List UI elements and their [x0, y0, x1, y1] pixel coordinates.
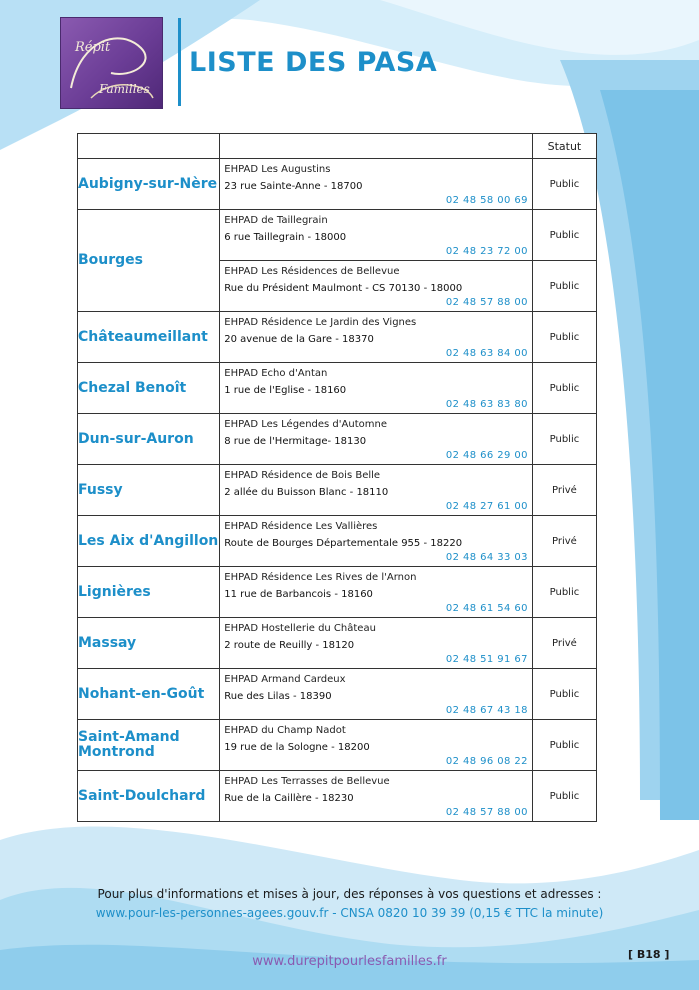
- facility-phone[interactable]: 02 48 57 88 00: [445, 807, 528, 818]
- table-header-row: [78, 134, 597, 159]
- facility-info: [220, 567, 533, 618]
- facility-name: EHPAD Armand Cardeux: [224, 674, 346, 685]
- header-info: [220, 134, 533, 159]
- facility-name: EHPAD Echo d'Antan: [224, 368, 328, 379]
- facility-info: [220, 516, 533, 567]
- facility-name: EHPAD Les Terrasses de Bellevue: [224, 776, 390, 787]
- facility-phone[interactable]: 02 48 67 43 18: [445, 705, 528, 716]
- facility-address: 2 route de Reuilly - 18120: [224, 640, 355, 651]
- table-row: [78, 414, 597, 465]
- facility-status: Privé: [532, 516, 596, 567]
- facility-phone[interactable]: 02 48 58 00 69: [445, 195, 528, 206]
- city-name: Saint-Doulchard: [78, 771, 220, 822]
- facility-phone[interactable]: 02 48 27 61 00: [445, 501, 528, 512]
- facility-address: Rue du Président Maulmont - CS 70130 - 18000: [224, 283, 463, 294]
- facility-address: Rue des Lilas - 18390: [224, 691, 332, 702]
- table-row: [78, 516, 597, 567]
- table-row: [78, 465, 597, 516]
- logo-text-repit: Répit: [75, 40, 111, 55]
- facility-phone[interactable]: 02 48 61 54 60: [445, 603, 528, 614]
- facility-info: [220, 669, 533, 720]
- facility-phone[interactable]: 02 48 63 84 00: [445, 348, 528, 359]
- facility-name: EHPAD Résidence Les Vallières: [224, 521, 378, 532]
- logo-text-familles: Familles: [99, 82, 150, 96]
- facility-name: EHPAD Résidence de Bois Belle: [224, 470, 381, 481]
- city-name: Lignières: [78, 567, 220, 618]
- table-row: [78, 669, 597, 720]
- facility-phone[interactable]: 02 48 23 72 00: [445, 246, 528, 257]
- facility-status: Public: [532, 210, 596, 261]
- facility-address: 8 rue de l'Hermitage- 18130: [224, 436, 367, 447]
- pasa-table: [77, 133, 597, 822]
- facility-status: Public: [532, 363, 596, 414]
- repit-familles-logo: [60, 17, 163, 109]
- facility-name: EHPAD Les Augustins: [224, 164, 331, 175]
- facility-name: EHPAD Résidence Les Rives de l'Arnon: [224, 572, 417, 583]
- header-status: Statut: [532, 134, 596, 159]
- table-row: [78, 210, 597, 261]
- facility-status: Public: [532, 720, 596, 771]
- facility-info: [220, 210, 533, 261]
- page-title: LISTE DES PASA: [189, 47, 438, 78]
- facility-info: [220, 363, 533, 414]
- city-name: Dun-sur-Auron: [78, 414, 220, 465]
- facility-address: 19 rue de la Sologne - 18200: [224, 742, 370, 753]
- facility-address: 6 rue Taillegrain - 18000: [224, 232, 347, 243]
- facility-name: EHPAD Hostellerie du Château: [224, 623, 376, 634]
- title-divider: [178, 18, 181, 106]
- facility-address: 23 rue Sainte-Anne - 18700: [224, 181, 363, 192]
- facility-name: EHPAD de Taillegrain: [224, 215, 328, 226]
- footer-contact-link[interactable]: www.pour-les-personnes-agees.gouv.fr - CNSA 0820 10 39 39 (0,15 € TTC la minute): [95, 906, 604, 920]
- facility-status: Public: [532, 669, 596, 720]
- facility-info: [220, 159, 533, 210]
- facility-status: Public: [532, 771, 596, 822]
- city-name: Saint-Amand Montrond: [78, 720, 220, 771]
- table-row: [78, 363, 597, 414]
- table-row: [78, 771, 597, 822]
- facility-info: [220, 771, 533, 822]
- logo-swirl-icon: [61, 18, 164, 110]
- facility-phone[interactable]: 02 48 51 91 67: [445, 654, 528, 665]
- facility-info: [220, 720, 533, 771]
- facility-status: Privé: [532, 465, 596, 516]
- page-number: [ B18 ]: [628, 948, 670, 961]
- city-name: Nohant-en-Goût: [78, 669, 220, 720]
- facility-address: Route de Bourges Départementale 955 - 18220: [224, 538, 463, 549]
- facility-name: EHPAD Résidence Le Jardin des Vignes: [224, 317, 417, 328]
- facility-status: Public: [532, 567, 596, 618]
- facility-phone[interactable]: 02 48 66 29 00: [445, 450, 528, 461]
- facility-status: Public: [532, 312, 596, 363]
- facility-info: [220, 465, 533, 516]
- facility-status: Privé: [532, 618, 596, 669]
- city-name: Bourges: [78, 210, 220, 312]
- table-row: [78, 720, 597, 771]
- facility-name: EHPAD Les Légendes d'Automne: [224, 419, 387, 430]
- site-link[interactable]: www.durepitpourlesfamilles.fr: [252, 954, 447, 969]
- city-name: Les Aix d'Angillon: [78, 516, 220, 567]
- facility-info: [220, 618, 533, 669]
- facility-status: Public: [532, 414, 596, 465]
- facility-status: Public: [532, 261, 596, 312]
- facility-name: EHPAD Les Résidences de Bellevue: [224, 266, 400, 277]
- city-name: Fussy: [78, 465, 220, 516]
- facility-address: 1 rue de l'Eglise - 18160: [224, 385, 347, 396]
- facility-address: 11 rue de Barbancois - 18160: [224, 589, 373, 600]
- table-row: [78, 567, 597, 618]
- facility-info: [220, 261, 533, 312]
- facility-address: Rue de la Caillère - 18230: [224, 793, 354, 804]
- header-city: [78, 134, 220, 159]
- table-row: [78, 618, 597, 669]
- city-name: Aubigny-sur-Nère: [78, 159, 220, 210]
- facility-phone[interactable]: 02 48 64 33 03: [445, 552, 528, 563]
- facility-phone[interactable]: 02 48 57 88 00: [445, 297, 528, 308]
- facility-info: [220, 414, 533, 465]
- footer-info-text: Pour plus d'informations et mises à jour, des réponses à vos questions et adresses :: [97, 887, 602, 901]
- facility-status: Public: [532, 159, 596, 210]
- facility-address: 2 allée du Buisson Blanc - 18110: [224, 487, 389, 498]
- facility-name: EHPAD du Champ Nadot: [224, 725, 346, 736]
- city-name: Chezal Benoît: [78, 363, 220, 414]
- table-row: [78, 312, 597, 363]
- city-name: Massay: [78, 618, 220, 669]
- facility-info: [220, 312, 533, 363]
- city-name: Châteaumeillant: [78, 312, 220, 363]
- facility-address: 20 avenue de la Gare - 18370: [224, 334, 374, 345]
- facility-phone[interactable]: 02 48 63 83 80: [445, 399, 528, 410]
- table-row: [78, 159, 597, 210]
- facility-phone[interactable]: 02 48 96 08 22: [445, 756, 528, 767]
